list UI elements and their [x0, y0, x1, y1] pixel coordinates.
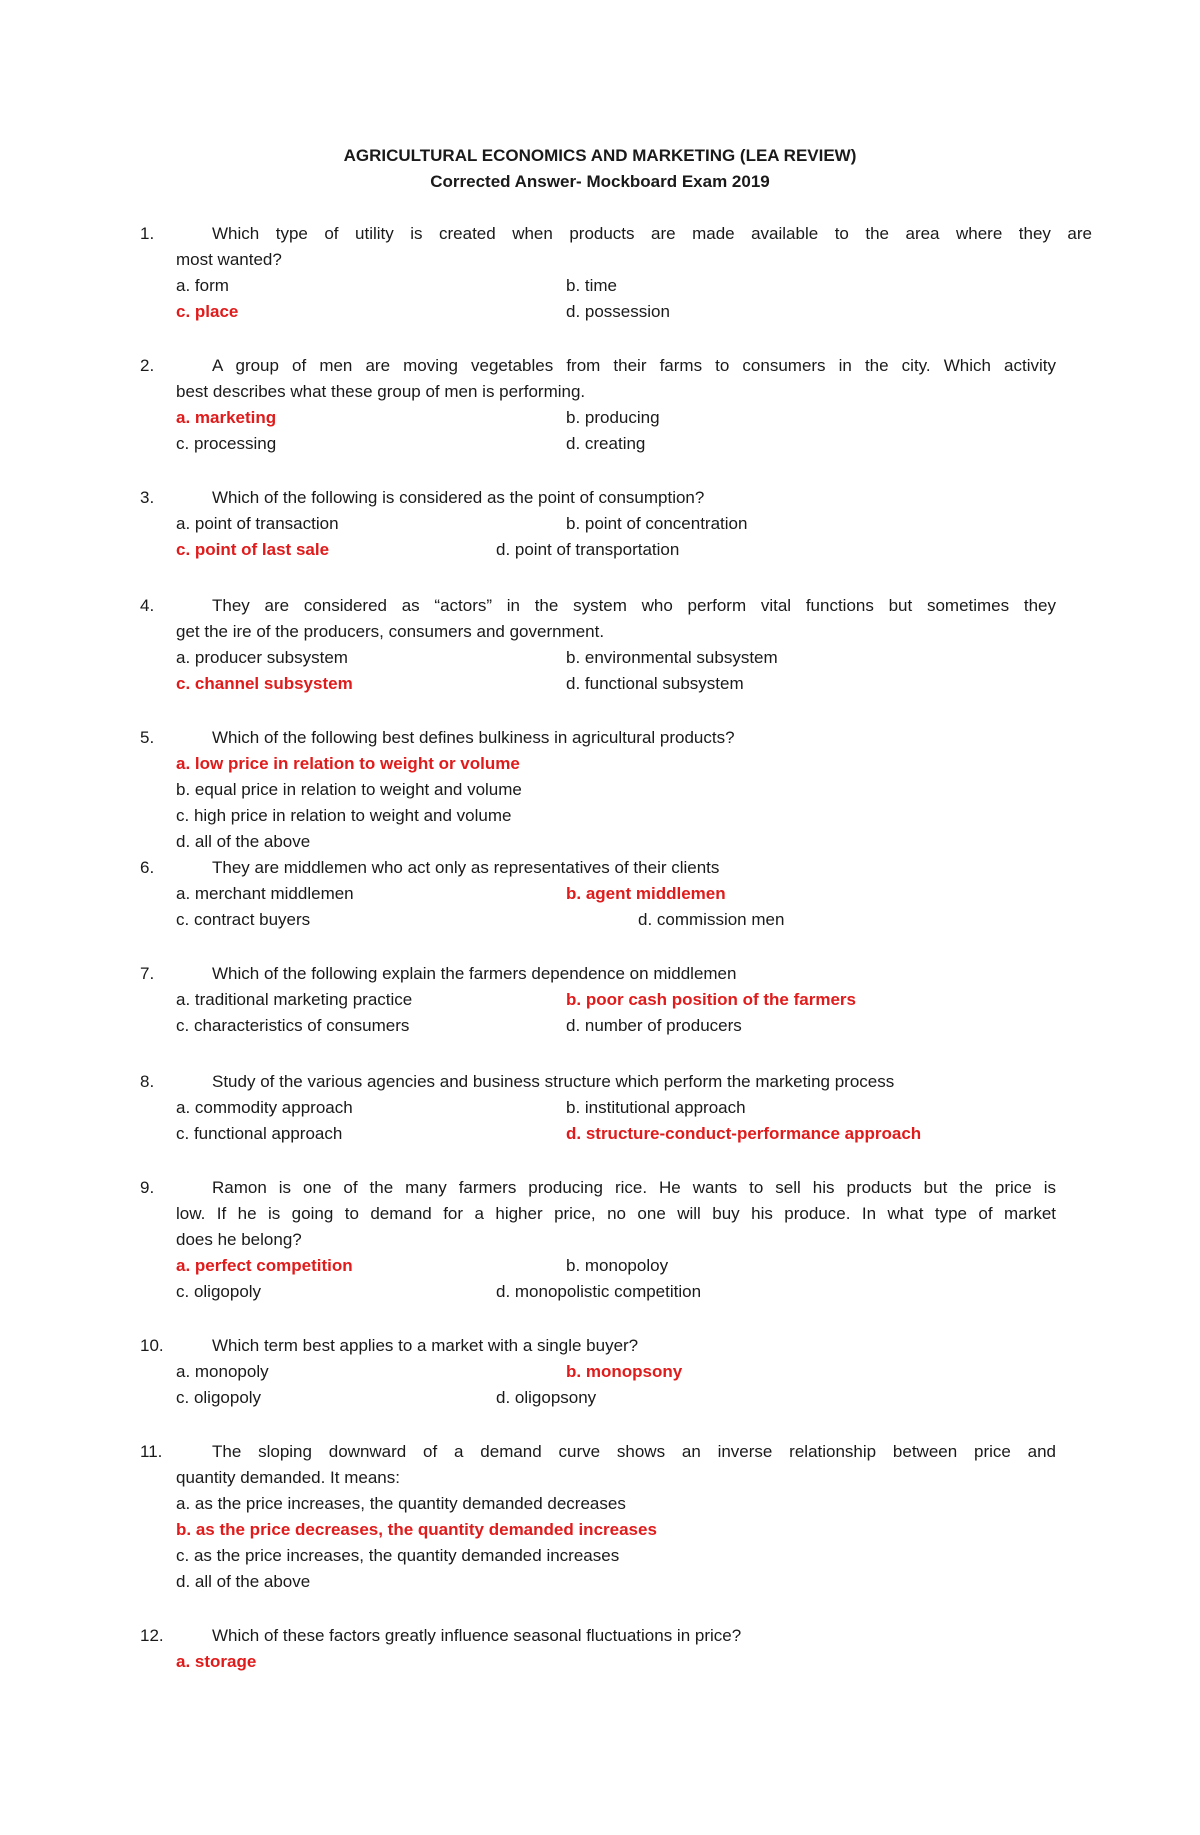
document-subtitle: Corrected Answer- Mockboard Exam 2019	[430, 172, 770, 191]
choice-a: a. monopoly	[176, 1362, 269, 1381]
question-text: Study of the various agencies and business structure which perform the marketing process	[212, 1072, 895, 1091]
question-text: get the ire of the producers, consumers and government.	[176, 622, 605, 641]
choice-d: d. all of the above	[176, 1572, 311, 1591]
question-number: 1.	[140, 224, 155, 243]
choice-b: b. time	[566, 276, 618, 295]
choice-d: d. oligopsony	[496, 1388, 597, 1407]
choice-d: d. creating	[566, 434, 646, 453]
choice-c-correct: c. channel subsystem	[176, 674, 353, 693]
choice-a: a. as the price increases, the quantity demanded decreases	[176, 1494, 626, 1513]
question-text: best describes what these group of men is performing.	[176, 382, 586, 401]
document-title: AGRICULTURAL ECONOMICS AND MARKETING (LEA REVIEW)	[343, 146, 857, 165]
question-text: Which of the following explain the farmers dependence on middlemen	[212, 964, 737, 983]
question-text: Which of these factors greatly influence seasonal fluctuations in price?	[212, 1626, 742, 1645]
choice-b: b. environmental subsystem	[566, 648, 778, 667]
choice-b-correct: b. agent middlemen	[566, 884, 726, 903]
choice-a-correct: a. marketing	[176, 408, 277, 427]
question-number: 12.	[140, 1626, 164, 1645]
question-text: The sloping downward of a demand curve shows an inverse relationship between price and	[212, 1442, 1056, 1461]
choice-d: d. possession	[566, 302, 670, 321]
choice-a-correct: a. storage	[176, 1652, 257, 1671]
choice-b: b. point of concentration	[566, 514, 748, 533]
choice-b: b. equal price in relation to weight and volume	[176, 780, 522, 799]
choice-b: b. producing	[566, 408, 660, 427]
choice-b-correct: b. poor cash position of the farmers	[566, 990, 856, 1009]
question-text: quantity demanded. It means:	[176, 1468, 400, 1487]
question-number: 5.	[140, 728, 155, 747]
choice-b: b. institutional approach	[566, 1098, 746, 1117]
question-text: They are middlemen who act only as representatives of their clients	[212, 858, 720, 877]
choice-c: c. high price in relation to weight and volume	[176, 806, 512, 825]
question-text: Which term best applies to a market with a single buyer?	[212, 1336, 639, 1355]
choice-c: c. oligopoly	[176, 1388, 262, 1407]
question-text: Which type of utility is created when products are made available to the area where they are	[212, 224, 1092, 243]
question-number: 10.	[140, 1336, 164, 1355]
question-number: 7.	[140, 964, 155, 983]
choice-a: a. form	[176, 276, 229, 295]
choice-d: d. point of transportation	[496, 540, 680, 559]
choice-c: c. contract buyers	[176, 910, 311, 929]
choice-c: c. as the price increases, the quantity demanded increases	[176, 1546, 620, 1565]
choice-d: d. commission men	[638, 910, 785, 929]
question-text: low. If he is going to demand for a higher price, no one will buy his produce. In what type of market	[176, 1204, 1056, 1223]
question-number: 3.	[140, 488, 155, 507]
question-text: Which of the following is considered as the point of consumption?	[212, 488, 705, 507]
choice-c-correct: c. point of last sale	[176, 540, 330, 559]
question-number: 11.	[140, 1442, 163, 1461]
question-number: 9.	[140, 1178, 155, 1197]
choice-c-correct: c. place	[176, 302, 239, 321]
question-text: does he belong?	[176, 1230, 302, 1249]
choice-a: a. producer subsystem	[176, 648, 348, 667]
choice-c: c. processing	[176, 434, 277, 453]
question-number: 2.	[140, 356, 155, 375]
choice-c: c. characteristics of consumers	[176, 1016, 410, 1035]
question-number: 4.	[140, 596, 155, 615]
choice-b-correct: b. as the price decreases, the quantity demanded increases	[176, 1520, 657, 1539]
choice-a-correct: a. low price in relation to weight or volume	[176, 754, 520, 773]
question-text: Which of the following best defines bulkiness in agricultural products?	[212, 728, 735, 747]
question-text: They are considered as “actors” in the system who perform vital functions but sometimes they	[212, 596, 1056, 615]
question-number: 8.	[140, 1072, 155, 1091]
choice-c: c. functional approach	[176, 1124, 343, 1143]
question-number: 6.	[140, 858, 155, 877]
choice-a: a. merchant middlemen	[176, 884, 354, 903]
choice-b: b. monopoloy	[566, 1256, 669, 1275]
question-text: A group of men are moving vegetables from their farms to consumers in the city. Which activity	[212, 356, 1056, 375]
choice-a-correct: a. perfect competition	[176, 1256, 353, 1275]
question-text: most wanted?	[176, 250, 282, 269]
choice-d: d. monopolistic competition	[496, 1282, 702, 1301]
choice-a: a. point of transaction	[176, 514, 339, 533]
question-text: Ramon is one of the many farmers producing rice. He wants to sell his products but the price is	[212, 1178, 1056, 1197]
choice-d-correct: d. structure-conduct-performance approach	[566, 1124, 922, 1143]
choice-a: a. traditional marketing practice	[176, 990, 413, 1009]
choice-b-correct: b. monopsony	[566, 1362, 683, 1381]
choice-d: d. number of producers	[566, 1016, 742, 1035]
choice-a: a. commodity approach	[176, 1098, 353, 1117]
choice-c: c. oligopoly	[176, 1282, 262, 1301]
choice-d: d. all of the above	[176, 832, 311, 851]
choice-d: d. functional subsystem	[566, 674, 744, 693]
